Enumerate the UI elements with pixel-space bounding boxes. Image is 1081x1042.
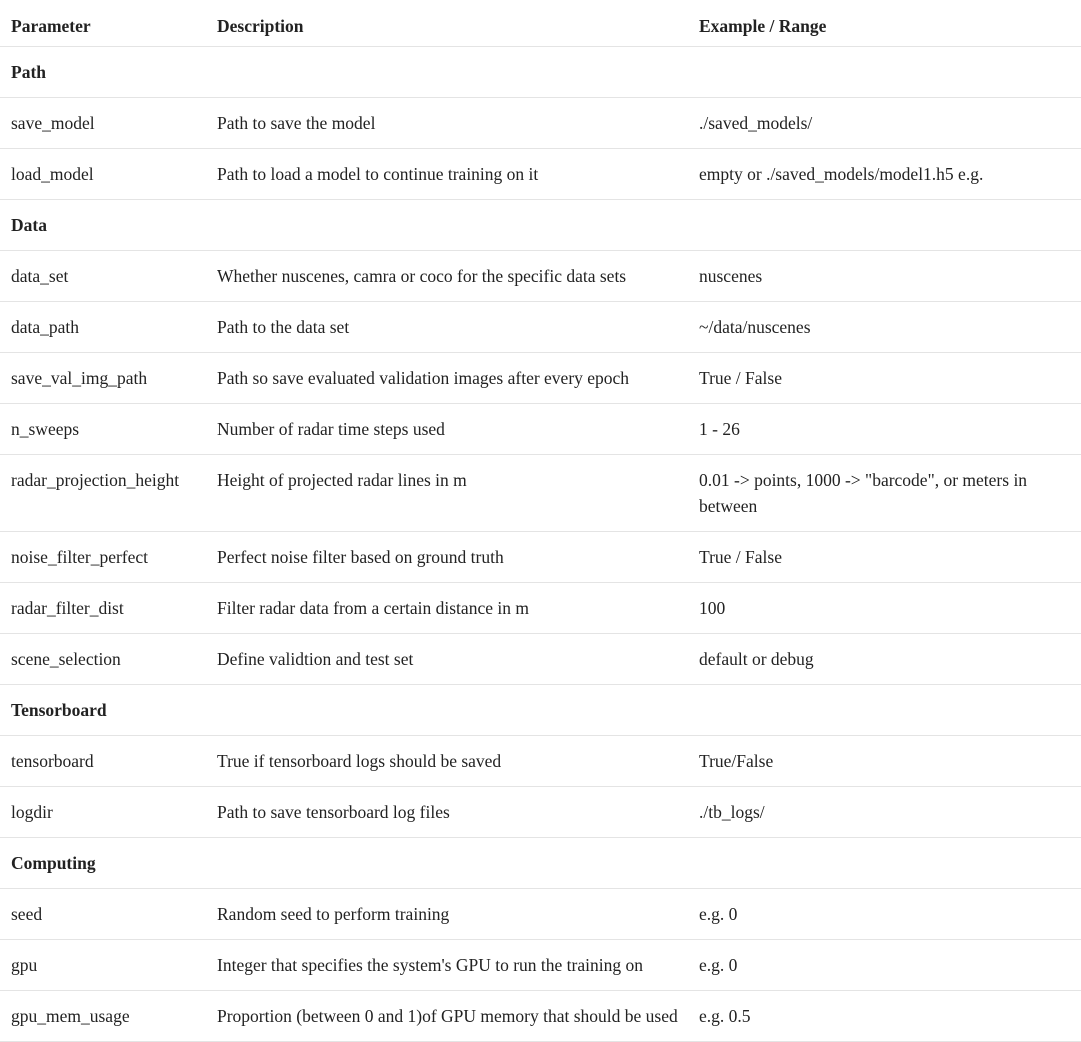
parameter-example: nuscenes bbox=[689, 251, 1081, 302]
table-row bbox=[0, 583, 1081, 634]
parameter-name: tensorboard bbox=[0, 736, 207, 787]
parameter-description: Proportion (between 0 and 1)of GPU memory that should be used bbox=[207, 991, 689, 1042]
section-row bbox=[0, 47, 1081, 98]
table-body bbox=[0, 47, 1081, 1042]
header-description: Description bbox=[207, 0, 689, 47]
parameter-example: e.g. 0 bbox=[689, 940, 1081, 991]
header-row bbox=[0, 0, 1081, 47]
section-row bbox=[0, 838, 1081, 889]
parameter-name: save_model bbox=[0, 98, 207, 149]
parameter-example: empty or ./saved_models/model1.h5 e.g. bbox=[689, 149, 1081, 200]
table-row bbox=[0, 404, 1081, 455]
parameter-example: True/False bbox=[689, 736, 1081, 787]
parameter-description: Random seed to perform training bbox=[207, 889, 689, 940]
parameter-name: seed bbox=[0, 889, 207, 940]
parameter-name: data_path bbox=[0, 302, 207, 353]
table-header bbox=[0, 0, 1081, 47]
parameter-description: Whether nuscenes, camra or coco for the specific data sets bbox=[207, 251, 689, 302]
section-label: Tensorboard bbox=[0, 685, 1081, 736]
table-row bbox=[0, 736, 1081, 787]
table-row bbox=[0, 889, 1081, 940]
parameter-example: ./saved_models/ bbox=[689, 98, 1081, 149]
parameter-description: Define validtion and test set bbox=[207, 634, 689, 685]
parameter-description: Path to save the model bbox=[207, 98, 689, 149]
parameter-example: ~/data/nuscenes bbox=[689, 302, 1081, 353]
section-label: Computing bbox=[0, 838, 1081, 889]
parameter-name: gpu bbox=[0, 940, 207, 991]
table-row bbox=[0, 149, 1081, 200]
parameter-description: Height of projected radar lines in m bbox=[207, 455, 689, 532]
table-row bbox=[0, 532, 1081, 583]
section-row bbox=[0, 685, 1081, 736]
parameter-description: True if tensorboard logs should be saved bbox=[207, 736, 689, 787]
parameter-name: gpu_mem_usage bbox=[0, 991, 207, 1042]
table-row bbox=[0, 940, 1081, 991]
table-row bbox=[0, 251, 1081, 302]
table-row bbox=[0, 353, 1081, 404]
table-row bbox=[0, 98, 1081, 149]
parameter-example: True / False bbox=[689, 353, 1081, 404]
parameter-name: data_set bbox=[0, 251, 207, 302]
parameter-name: noise_filter_perfect bbox=[0, 532, 207, 583]
parameter-name: scene_selection bbox=[0, 634, 207, 685]
section-row bbox=[0, 200, 1081, 251]
parameter-description: Filter radar data from a certain distance in m bbox=[207, 583, 689, 634]
parameter-description: Integer that specifies the system's GPU to run the training on bbox=[207, 940, 689, 991]
parameter-example: default or debug bbox=[689, 634, 1081, 685]
parameter-example: ./tb_logs/ bbox=[689, 787, 1081, 838]
parameter-example: 100 bbox=[689, 583, 1081, 634]
parameter-example: True / False bbox=[689, 532, 1081, 583]
parameter-description: Path to save tensorboard log files bbox=[207, 787, 689, 838]
table-row bbox=[0, 302, 1081, 353]
header-example-range: Example / Range bbox=[689, 0, 1081, 47]
parameter-description: Path so save evaluated validation images after every epoch bbox=[207, 353, 689, 404]
parameter-name: load_model bbox=[0, 149, 207, 200]
table-row bbox=[0, 787, 1081, 838]
parameter-name: radar_projection_height bbox=[0, 455, 207, 532]
parameter-description: Path to the data set bbox=[207, 302, 689, 353]
parameter-description: Perfect noise filter based on ground truth bbox=[207, 532, 689, 583]
parameter-name: radar_filter_dist bbox=[0, 583, 207, 634]
table-row bbox=[0, 991, 1081, 1042]
parameter-name: n_sweeps bbox=[0, 404, 207, 455]
parameter-name: logdir bbox=[0, 787, 207, 838]
table-row bbox=[0, 455, 1081, 532]
parameter-example: 0.01 -> points, 1000 -> "barcode", or meters in between bbox=[689, 455, 1081, 532]
header-parameter: Parameter bbox=[0, 0, 207, 47]
parameter-example: e.g. 0.5 bbox=[689, 991, 1081, 1042]
section-label: Path bbox=[0, 47, 1081, 98]
parameter-example: 1 - 26 bbox=[689, 404, 1081, 455]
parameter-description: Number of radar time steps used bbox=[207, 404, 689, 455]
parameter-example: e.g. 0 bbox=[689, 889, 1081, 940]
parameter-description: Path to load a model to continue training on it bbox=[207, 149, 689, 200]
table-row bbox=[0, 634, 1081, 685]
section-label: Data bbox=[0, 200, 1081, 251]
parameter-name: save_val_img_path bbox=[0, 353, 207, 404]
